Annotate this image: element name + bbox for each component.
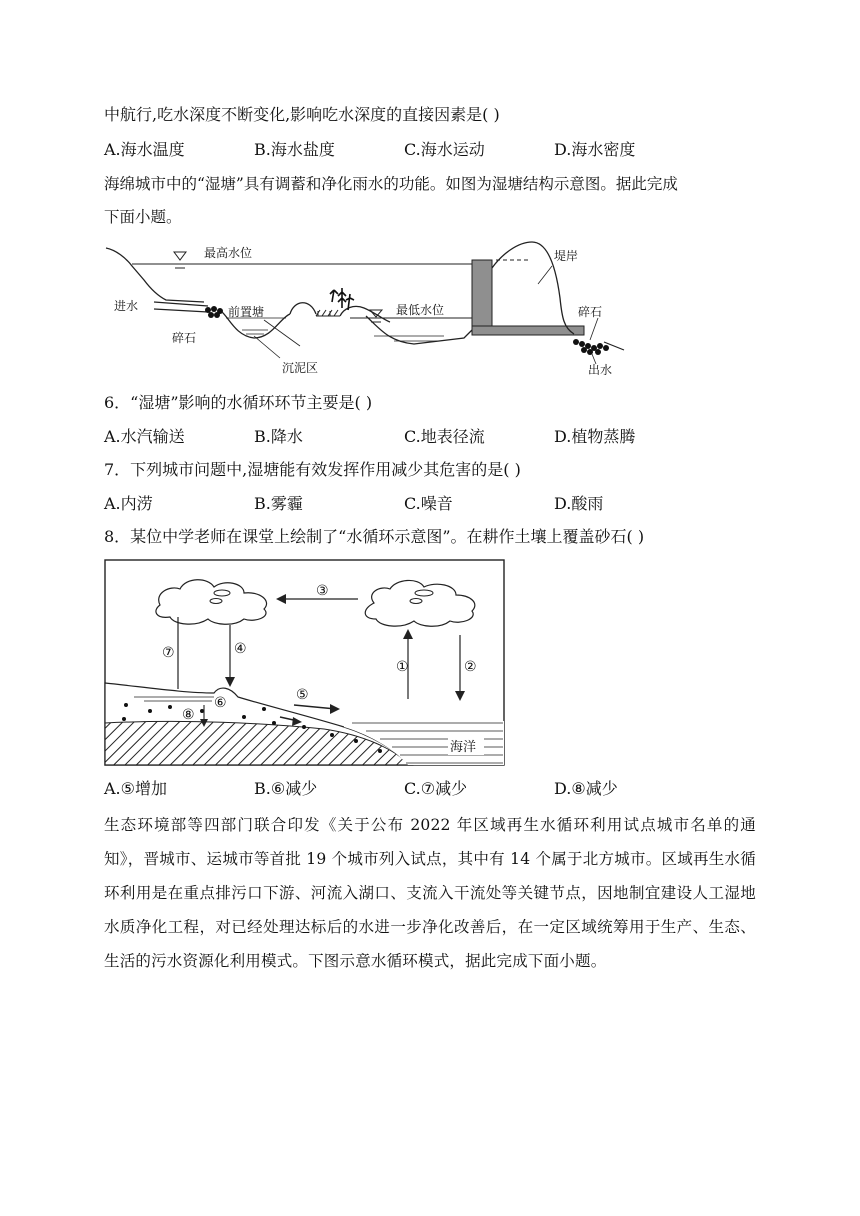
q5-stem: 中航行,吃水深度不断变化,影响吃水深度的直接因素是( )	[104, 105, 500, 124]
label-top-level: 最高水位	[204, 246, 253, 260]
q7-stem: 7．下列城市问题中,湿塘能有效发挥作用减少其危害的是( )	[104, 460, 521, 479]
label-6: ⑥	[214, 695, 227, 711]
label-1: ①	[396, 659, 409, 675]
q7-option-d: D.酸雨	[554, 494, 604, 513]
q5-option-d: D.海水密度	[554, 140, 636, 159]
q7-option-b: B.雾霾	[254, 494, 303, 513]
q5-option-c: C.海水运动	[404, 140, 485, 159]
q6-option-c: C.地表径流	[404, 427, 485, 446]
label-low-level: 最低水位	[396, 303, 445, 317]
water-cycle-diagram	[104, 559, 506, 767]
label-ocean: 海洋	[450, 740, 477, 755]
q5-options	[104, 139, 744, 161]
label-3: ③	[316, 583, 329, 599]
q6-option-a: A.水汽输送	[104, 427, 185, 446]
label-5: ⑤	[296, 687, 309, 703]
label-2: ②	[464, 659, 477, 675]
wet-pond-diagram	[104, 238, 634, 380]
label-inlet: 进水	[114, 299, 139, 313]
q8-option-d: D.⑧减少	[554, 779, 618, 798]
q5-option-a: A.海水温度	[104, 140, 185, 159]
q7-options	[104, 493, 744, 515]
q8-option-c: C.⑦减少	[404, 779, 468, 798]
q6-options	[104, 426, 744, 448]
intro2-paragraph: 生态环境部等四部门联合印发《关于公布 2022 年区域再生水循环利用试点城市名单的通知》，晋城市、运城市等首批 19 个城市列入试点，其中有 14 个属于北方城市。区域再生水循环利用是在重点排污口下游、河流入湖口、支流入干流处等关键节点，因地制宜建设人工湿地水质净化工程，对已经处理达标后的水进一步净化改善后，在一定区域统筹用于生产、生态、生活的污水资源化利用模式。下图示意水循环模式，据此完成下面小题。	[104, 816, 756, 970]
label-4: ④	[234, 641, 247, 657]
q8-option-b: B.⑥减少	[254, 779, 318, 798]
label-forebay: 前置塘	[228, 305, 265, 319]
label-outlet: 出水	[588, 363, 613, 377]
q8-stem: 8．某位中学老师在课堂上绘制了“水循环示意图”。在耕作土壤上覆盖砂石( )	[104, 527, 645, 546]
label-gravel-right: 碎石	[578, 305, 603, 319]
q6-option-b: B.降水	[254, 427, 303, 446]
q8-option-a: A.⑤增加	[104, 779, 167, 798]
q6-stem: 6．“湿塘”影响的水循环环节主要是( )	[104, 393, 373, 412]
q5-option-b: B.海水盐度	[254, 140, 335, 159]
q7-option-c: C.噪音	[404, 494, 453, 513]
intro1-line2: 下面小题。	[104, 208, 182, 226]
q8-options	[104, 778, 744, 800]
label-8: ⑧	[182, 707, 195, 723]
q7-option-a: A.内涝	[104, 494, 153, 513]
label-embankment: 堤岸	[554, 249, 579, 263]
label-sediment: 沉泥区	[282, 361, 319, 375]
intro1-line1: 海绵城市中的“湿塘”具有调蓄和净化雨水的功能。如图为湿塘结构示意图。据此完成	[104, 175, 678, 193]
label-gravel-left: 碎石	[172, 331, 197, 345]
q6-option-d: D.植物蒸腾	[554, 427, 636, 446]
label-7: ⑦	[162, 645, 175, 661]
